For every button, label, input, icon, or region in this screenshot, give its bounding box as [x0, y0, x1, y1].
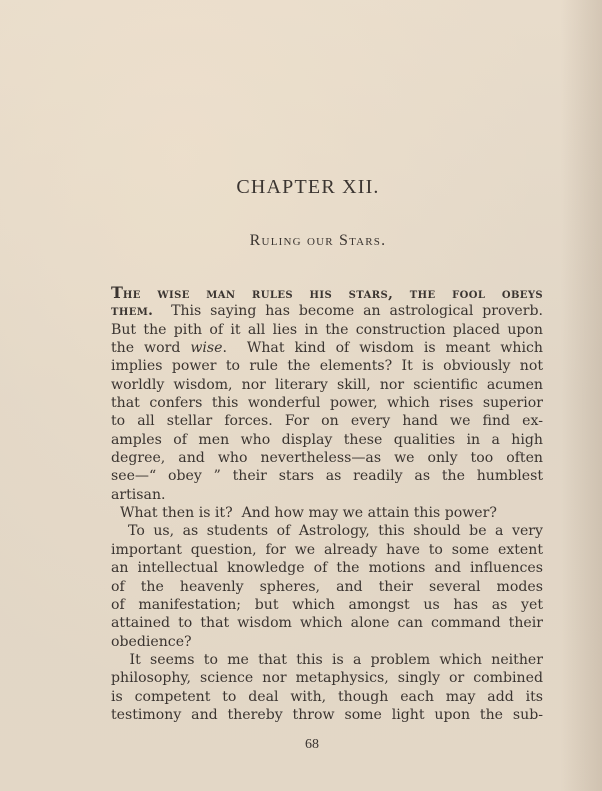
text-line: an intellectual knowledge of the motions and influences — [111, 560, 543, 577]
text-line: What then is it? And how may we attain this power? — [111, 505, 497, 522]
text-line: To us, as students of Astrology, this should be a very — [111, 523, 543, 540]
text-line: that confers this wonderful power, which rises superior — [111, 395, 543, 412]
body-text — [111, 284, 543, 724]
text-line: worldly wisdom, nor literary skill, nor scientific acumen — [111, 376, 543, 393]
line-text: . What kind of wisdom is meant which — [222, 340, 543, 357]
text-line — [111, 339, 543, 357]
text-line: to all stellar forces. For on every hand we find ex- — [111, 413, 543, 430]
text-line — [111, 284, 543, 302]
opening-small-caps: them. — [111, 303, 154, 320]
italic-word: wise — [190, 340, 223, 357]
chapter-subtitle: Ruling our Stars. — [249, 232, 387, 249]
text-line: amples of men who display these qualities in a high — [111, 431, 543, 448]
text-line: of the heavenly spheres, and their several modes — [111, 578, 543, 595]
line-text: the word — [111, 340, 191, 357]
opening-small-caps: he wise man rules his stars, the fool obeys — [122, 286, 543, 302]
text-line: see—“ obey ” their stars as readily as the humblest — [111, 468, 543, 485]
text-line: obedience? — [111, 633, 192, 650]
text-line: philosophy, science nor metaphysics, singly or combined — [111, 670, 543, 687]
text-line: degree, and who nevertheless—as we only too often — [111, 450, 543, 467]
text-line: artisan. — [111, 486, 166, 503]
text-line: But the pith of it all lies in the construction placed upon — [111, 321, 543, 338]
text-line: testimony and thereby throw some light upon the sub- — [111, 706, 543, 723]
drop-initial: T — [111, 283, 123, 302]
text-line — [111, 302, 543, 320]
text-line: important question, for we already have to some extent — [111, 541, 543, 558]
page-edge-shadow — [562, 0, 602, 791]
text-line: of manifestation; but which amongst us has as yet — [111, 596, 543, 613]
text-line: is competent to deal with, though each may add its — [111, 688, 543, 705]
text-line: attained to that wisdom which alone can command their — [111, 615, 543, 632]
line-text: This saying has become an astrological proverb. — [153, 303, 543, 320]
page-number: 68 — [305, 737, 319, 752]
text-line: It seems to me that this is a problem which neither — [111, 651, 543, 668]
chapter-heading: CHAPTER XII. — [236, 176, 380, 198]
text-line: implies power to rule the elements? It is obviously not — [111, 358, 543, 375]
